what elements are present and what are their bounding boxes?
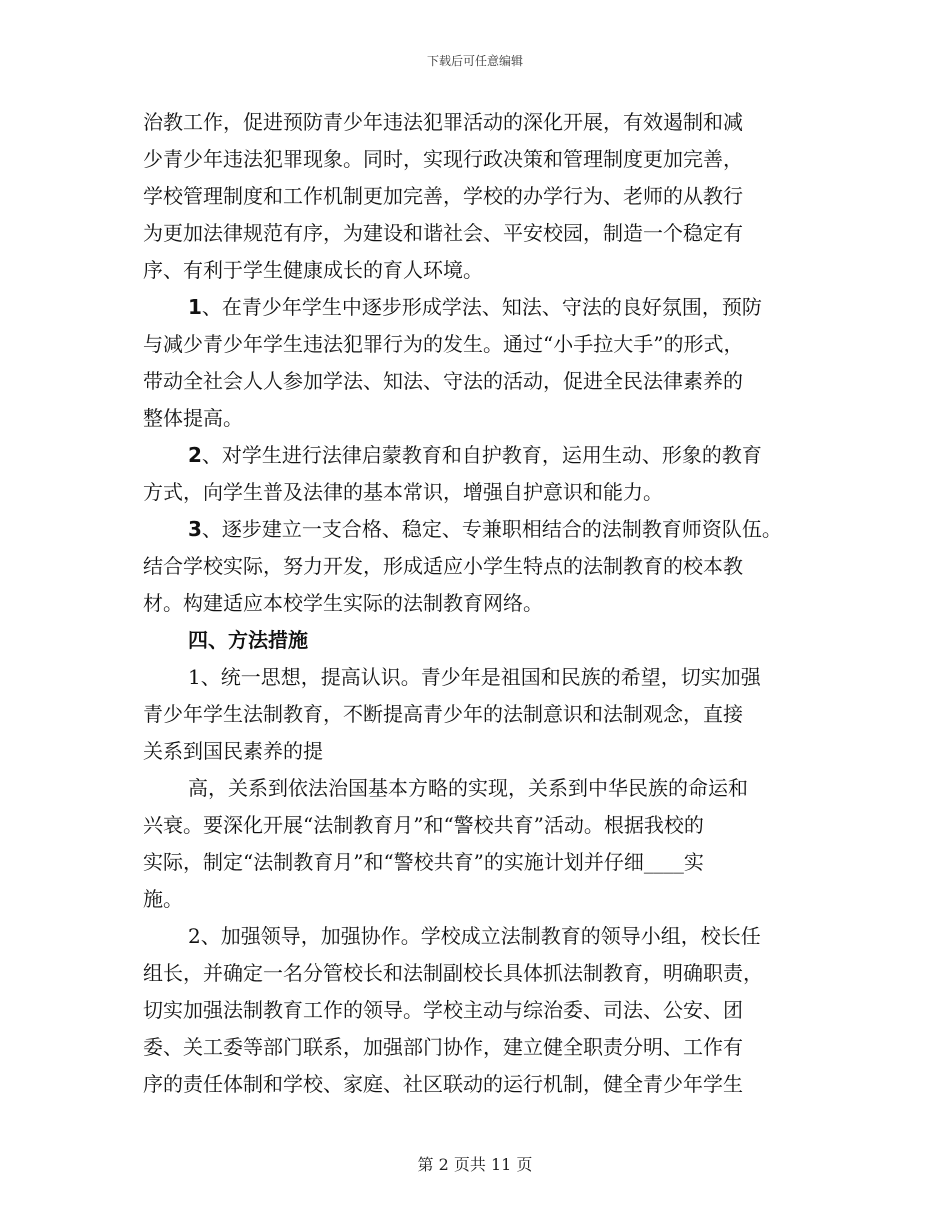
page-header: 下载后可任意编辑 — [426, 54, 523, 68]
paragraph-line: 兴衰。要深化开展“法制教育月”和“警校共育”活动。根据我校的 — [143, 813, 704, 837]
paragraph-line: 带动全社会人人参加学法、知法、守法的活动，促进全民法律素养的 — [143, 369, 743, 393]
paragraph-line: 切实加强法制教育工作的领导。学校主动与综治委、司法、公安、团 — [143, 998, 743, 1022]
paragraph-line: 整体提高。 — [143, 406, 243, 430]
paragraph-line: 少青少年违法犯罪现象。同时，实现行政决策和管理制度更加完善， — [143, 147, 743, 171]
item-text: 、在青少年学生中逐步形成学法、知法、守法的良好氛围，预防 — [201, 295, 762, 319]
continuation-paragraph: 高，关系到依法治国基本方略的实现，关系到中华民族的命运和 — [188, 776, 748, 800]
item-number: 2 — [188, 443, 202, 467]
item-text: 、逐步建立一支合格、稳定、专兼职相结合的法制教育师资队伍。 — [201, 517, 782, 541]
item-number: 3 — [188, 517, 202, 541]
goal-item-1 — [143, 289, 803, 326]
paragraph-line: 为更加法律规范有序，为建设和谐社会、平安校园，制造一个稳定有 — [143, 221, 743, 245]
section-heading: 四、方法措施 — [188, 628, 308, 652]
item-number: 1 — [188, 295, 202, 319]
goal-item-3 — [143, 511, 803, 548]
page-footer: 第 2 页共 11 页 — [417, 1155, 533, 1174]
paragraph-line: 施。 — [143, 887, 183, 911]
paragraph-line: 关系到国民素养的提 — [143, 739, 323, 763]
paragraph-line: 实际，制定“法制教育月”和“警校共育”的实施计划并仔细____实 — [143, 850, 704, 874]
goal-item-2 — [143, 437, 803, 474]
paragraph-line: 结合学校实际，努力开发，形成适应小学生特点的法制教育的校本教 — [143, 554, 743, 578]
paragraph-line: 委、关工委等部门联系，加强部门协作，建立健全职责分明、工作有 — [143, 1035, 743, 1059]
paragraph-line: 方式，向学生普及法律的基本常识，增强自护意识和能力。 — [143, 480, 663, 504]
paragraph-line: 序的责任体制和学校、家庭、社区联动的运行机制，健全青少年学生 — [143, 1072, 743, 1096]
paragraph-line: 学校管理制度和工作机制更加完善，学校的办学行为、老师的从教行 — [143, 184, 743, 208]
paragraph-line: 序、有利于学生健康成长的育人环境。 — [143, 258, 483, 282]
paragraph-line: 青少年学生法制教育，不断提高青少年的法制意识和法制观念，直接 — [143, 702, 743, 726]
paragraph-line: 治教工作，促进预防青少年违法犯罪活动的深化开展，有效遏制和减 — [143, 110, 743, 134]
document-body — [143, 104, 803, 1103]
item-text: 、对学生进行法律启蒙教育和自护教育，运用生动、形象的教育 — [201, 443, 762, 467]
paragraph-line: 组长，并确定一名分管校长和法制副校长具体抓法制教育，明确职责， — [143, 961, 763, 985]
measure-item-1: 1、统一思想，提高认识。青少年是祖国和民族的希望，切实加强 — [188, 665, 761, 689]
measure-item-2: 2、加强领导，加强协作。学校成立法制教育的领导小组，校长任 — [188, 924, 761, 948]
paragraph-line: 与减少青少年学生违法犯罪行为的发生。通过“小手拉大手”的形式， — [143, 332, 744, 356]
paragraph-line: 材。构建适应本校学生实际的法制教育网络。 — [143, 591, 543, 615]
